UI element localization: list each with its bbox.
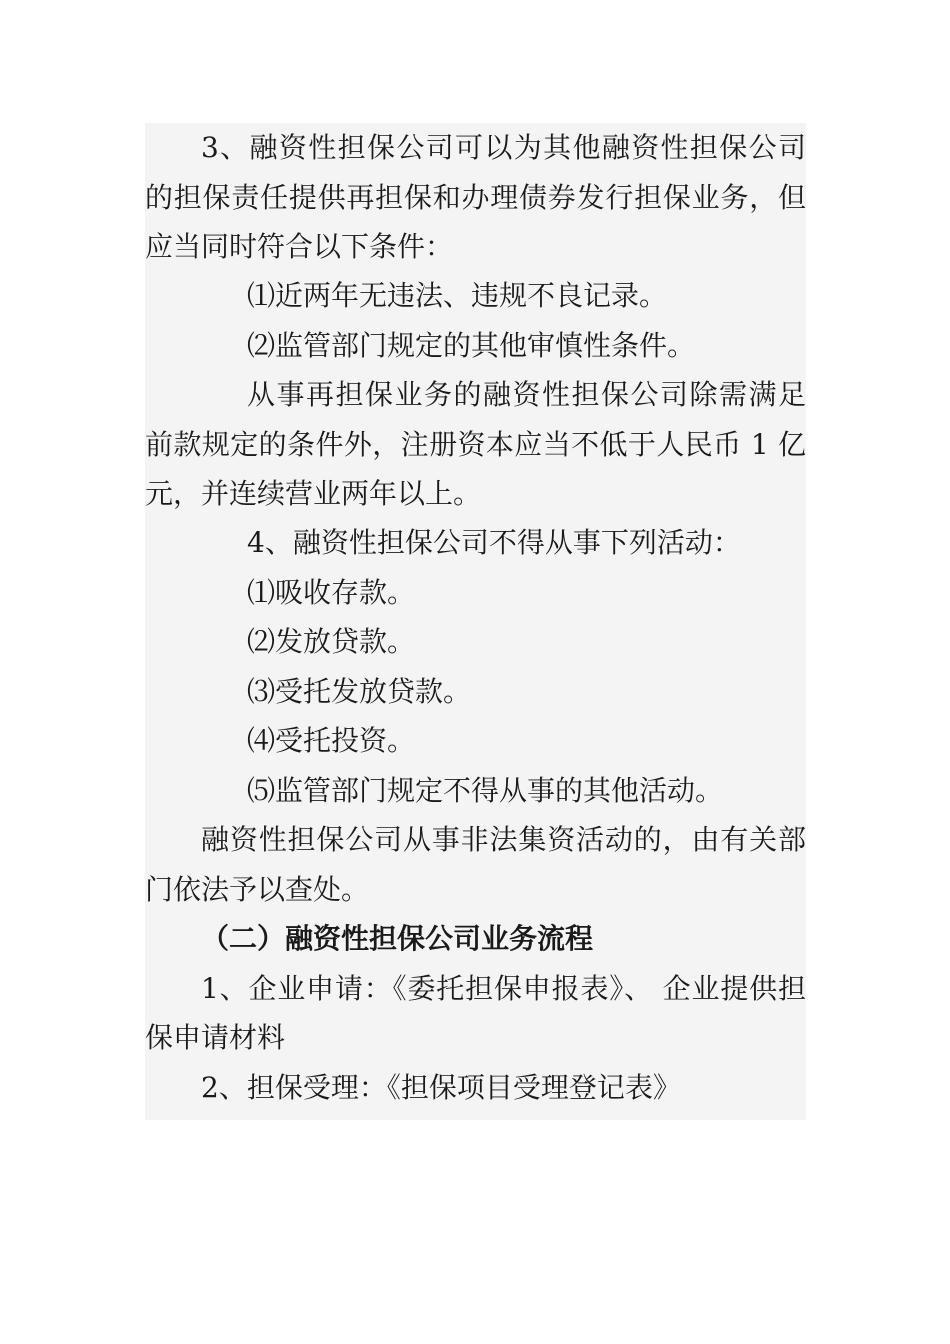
paragraph-prohibited-activities: 4、融资性担保公司不得从事下列活动： <box>247 526 741 559</box>
document-body <box>145 123 806 1120</box>
list-item-condition-2: ⑵监管部门规定的其他审慎性条件。 <box>247 328 696 362</box>
paragraph-step-2-acceptance: 2、担保受理：《担保项目受理登记表》 <box>201 1070 681 1104</box>
list-item-prohibited-4: ⑷受托投资。 <box>247 724 416 757</box>
paragraph-reguarantee-conditions: 3、融资性担保公司可以为其他融资性担保公司的担保责任提供再担保和办理债券发行担保业务，但应当同时符合以下条件： <box>145 131 806 263</box>
section-heading-business-process: （二）融资性担保公司业务流程 <box>201 922 594 955</box>
paragraph-illegal-fundraising: 融资性担保公司从事非法集资活动的，由有关部门依法予以查处。 <box>145 823 806 906</box>
list-item-prohibited-5: ⑸监管部门规定不得从事的其他活动。 <box>247 773 724 807</box>
list-item-prohibited-2: ⑵发放贷款。 <box>247 625 416 658</box>
paragraph-step-1-application: 1、企业申请：《委托担保申报表》、 企业提供担保申请材料 <box>145 971 806 1054</box>
list-item-condition-1: ⑴近两年无违法、违规不良记录。 <box>247 279 668 312</box>
paragraph-registered-capital: 从事再担保业务的融资性担保公司除需满足前款规定的条件外，注册资本应当不低于人民币 1 亿元，并连续营业两年以上。 <box>145 378 806 510</box>
list-item-prohibited-3: ⑶受托发放贷款。 <box>247 674 472 708</box>
list-item-prohibited-1: ⑴吸收存款。 <box>247 575 416 609</box>
